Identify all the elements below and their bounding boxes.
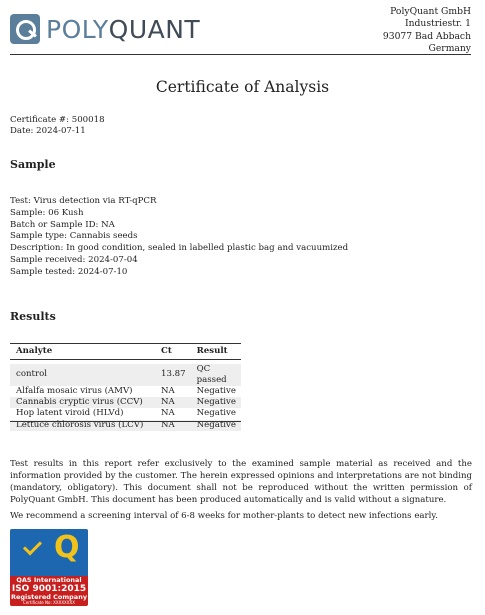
recommendation-paragraph: We recommend a screening interval of 6-8 weeks for mother-plants to detect new infections early. (10, 511, 438, 521)
result-cell: Negative (191, 397, 241, 408)
table-header-row (10, 344, 241, 360)
badge-line-1: QAS International (16, 576, 82, 584)
results-table (10, 344, 241, 431)
table-row (10, 397, 241, 408)
result-cell: Negative (196, 385, 236, 396)
sample-name: Sample: 06 Kush (10, 207, 84, 218)
column-header-analyte: Analyte (10, 344, 155, 360)
ct-cell: NA (161, 408, 175, 419)
disclaimer-paragraph: Test results in this report refer exclusively to the examined sample material as received and the information provided by the customer. The herein expressed opinions and interpretations are not binding (mandatory, obligatory). This document shall not be reproduced without the written permission of PolyQuant GmbH. This document has been produced automatically and is valid without a signature. (10, 459, 472, 505)
company-street: Industriestr. 1 (405, 18, 471, 30)
company-city: 93077 Bad Abbach (382, 30, 471, 42)
table-row (10, 408, 241, 419)
ct-cell: NA (155, 420, 191, 431)
column-header-result: Result (191, 344, 241, 360)
certificate-date: Date: 2024-07-11 (10, 126, 86, 137)
company-country: Germany (428, 43, 471, 55)
q-mark-icon: Q (54, 530, 80, 565)
certificate-number: Certificate #: 500018 (10, 115, 105, 125)
result-cell: QC passed (191, 364, 241, 386)
ct-cell: NA (161, 385, 175, 396)
analyte-cell: Cannabis cryptic virus (CCV) (10, 397, 155, 408)
result-cell: Negative (191, 420, 241, 431)
page-title: Certificate of Analysis (155, 78, 330, 96)
ct-cell: NA (155, 397, 191, 408)
analyte-cell: Hop latent viroid (HLVd) (16, 408, 124, 419)
badge-line-2: ISO 9001:2015 (11, 584, 87, 594)
sample-test: Test: Virus detection via RT-qPCR (10, 196, 157, 206)
sample-description: Description: In good condition, sealed in labelled plastic bag and vacuumized (10, 243, 349, 254)
badge-line-3: Registered Company (10, 593, 88, 601)
table-bottom-rule (10, 421, 241, 422)
header-divider (10, 54, 471, 55)
logo-wordmark: POLYQUANT (46, 14, 201, 44)
badge-line-4: Certificate No: XXXXXXXX (22, 600, 76, 605)
sample-tested: Sample tested: 2024-07-10 (10, 266, 128, 277)
column-header-ct: Ct (155, 344, 191, 360)
table-row (10, 364, 241, 386)
result-cell: Negative (196, 408, 236, 419)
logo-mark-icon (10, 14, 40, 44)
analyte-cell: Alfalfa mosaic virus (AMV) (16, 385, 133, 396)
sample-received: Sample received: 2024-07-04 (10, 254, 138, 265)
sample-type: Sample type: Cannabis seeds (10, 231, 138, 242)
iso-certification-badge (10, 529, 88, 606)
table-row (10, 386, 241, 397)
analyte-cell: control (10, 364, 155, 386)
company-logo (10, 11, 205, 47)
analyte-cell: Lettuce chlorosis virus (LCV) (10, 420, 155, 431)
sample-batch: Batch or Sample ID: NA (10, 219, 115, 230)
results-heading: Results (10, 310, 56, 323)
sample-details (10, 196, 348, 279)
sample-heading: Sample (10, 158, 56, 171)
certificate-meta (10, 115, 105, 138)
company-address (383, 6, 471, 56)
ct-cell: 13.87 (155, 364, 191, 386)
company-name: PolyQuant GmbH (390, 6, 471, 17)
